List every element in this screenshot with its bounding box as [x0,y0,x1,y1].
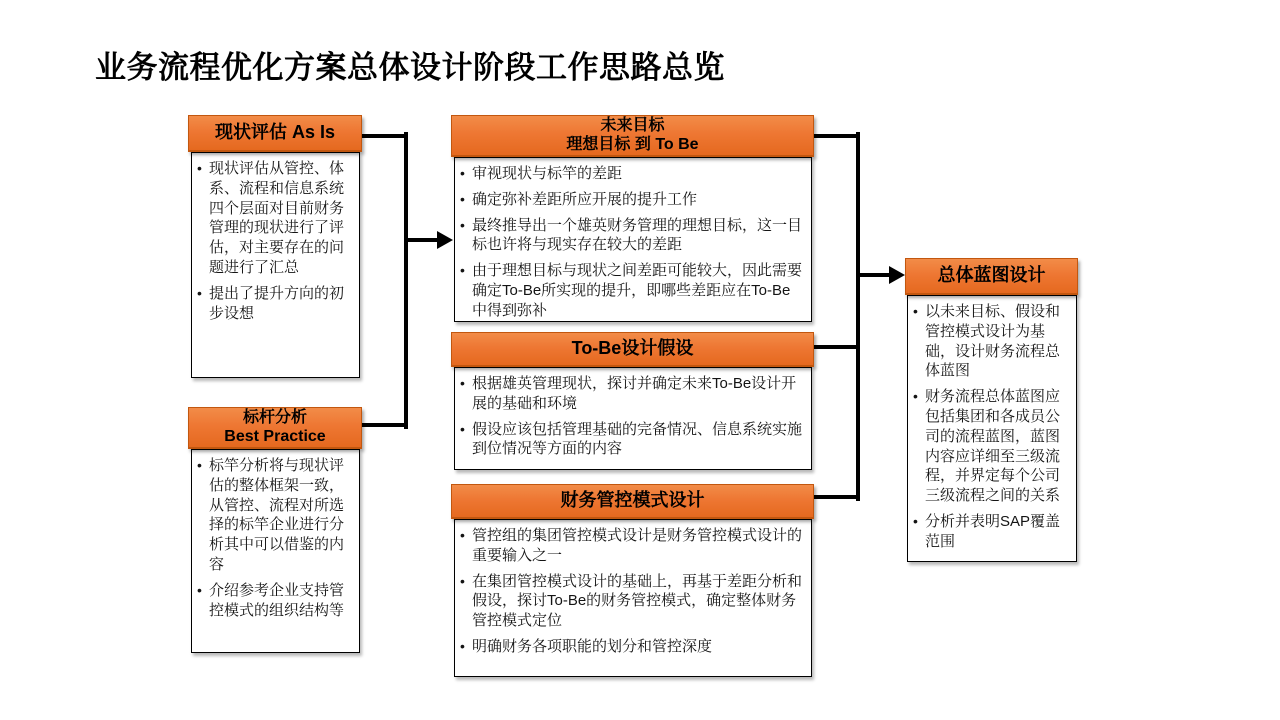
box-finance-control-body [454,519,812,677]
bullet-item: • 审视现状与标竿的差距 [459,164,807,184]
bullet-item: • 以未来目标、假设和管控模式设计为基础，设计财务流程总体蓝图 [912,302,1072,381]
box-benchmark-title-cn: 标杆分析 [242,408,307,426]
bullet-item: • 管控组的集团管控模式设计是财务管控模式设计的重要输入之一 [459,526,807,566]
box-tobe-assumptions-header [451,332,814,367]
box-as-is-title: 现状评估 As Is [214,122,336,143]
box-finance-control-title: 财务管控模式设计 [560,490,705,511]
box-future-goal-title-line1: 未来目标 [600,116,665,134]
bullet-item: • 在集团管控模式设计的基础上，再基于差距分析和假设，探讨To-Be的财务管控模式，确定整体财务管控模式定位 [459,572,807,631]
box-as-is-body [191,152,360,378]
box-blueprint-header [905,258,1078,295]
bullet-item: • 介绍参考企业支持管控模式的组织结构等 [196,581,355,621]
box-tobe-assumptions-body [454,367,812,470]
box-tobe-assumptions-title: To-Be设计假设 [571,338,694,359]
bullet-item: • 提出了提升方向的初步设想 [196,284,355,324]
bullet-item: • 分析并表明SAP覆盖范围 [912,512,1072,552]
box-blueprint-title: 总体蓝图设计 [937,265,1046,286]
box-future-goal-title-line2: 理想目标 到 To Be [566,135,699,153]
box-future-goal-header [451,115,814,157]
bullet-item: • 现状评估从管控、体系、流程和信息系统四个层面对目前财务管理的现状进行了评估，对主要存在的问题进行了汇总 [196,159,355,278]
box-future-goal-body [454,157,812,322]
box-finance-control-header [451,484,814,519]
box-benchmark-body [191,449,360,653]
bullet-item: • 明确财务各项职能的划分和管控深度 [459,637,807,657]
bullet-item: • 标竿分析将与现状评估的整体框架一致，从管控、流程对所选择的标竿企业进行分析其中可以借鉴的内容 [196,456,355,575]
page-title: 业务流程优化方案总体设计阶段工作思路总览 [95,50,725,85]
arrowhead-into-future-goal-icon [437,231,453,249]
box-as-is-header [188,115,362,152]
bullet-item: • 根据雄英管理现状，探讨并确定未来To-Be设计开展的基础和环境 [459,374,807,414]
bullet-item: • 由于理想目标与现状之间差距可能较大，因此需要确定To-Be所实现的提升，即哪些差距应在To-Be 中得到弥补 [459,261,807,320]
box-blueprint-body [907,295,1077,562]
bullet-item: • 确定弥补差距所应开展的提升工作 [459,190,807,210]
bullet-item: • 财务流程总体蓝图应包括集团和各成员公司的流程蓝图，蓝图内容应详细至三级流程，并界定每个公司三级流程之间的关系 [912,387,1072,506]
bullet-item: • 最终推导出一个雄英财务管理的理想目标，这一目标也许将与现实存在较大的差距 [459,216,807,256]
bullet-item: • 假设应该包括管理基础的完备情况、信息系统实施到位情况等方面的内容 [459,420,807,460]
box-benchmark-header [188,407,362,449]
box-benchmark-title-en: Best Practice [224,427,326,445]
arrowhead-into-blueprint-icon [889,266,905,284]
